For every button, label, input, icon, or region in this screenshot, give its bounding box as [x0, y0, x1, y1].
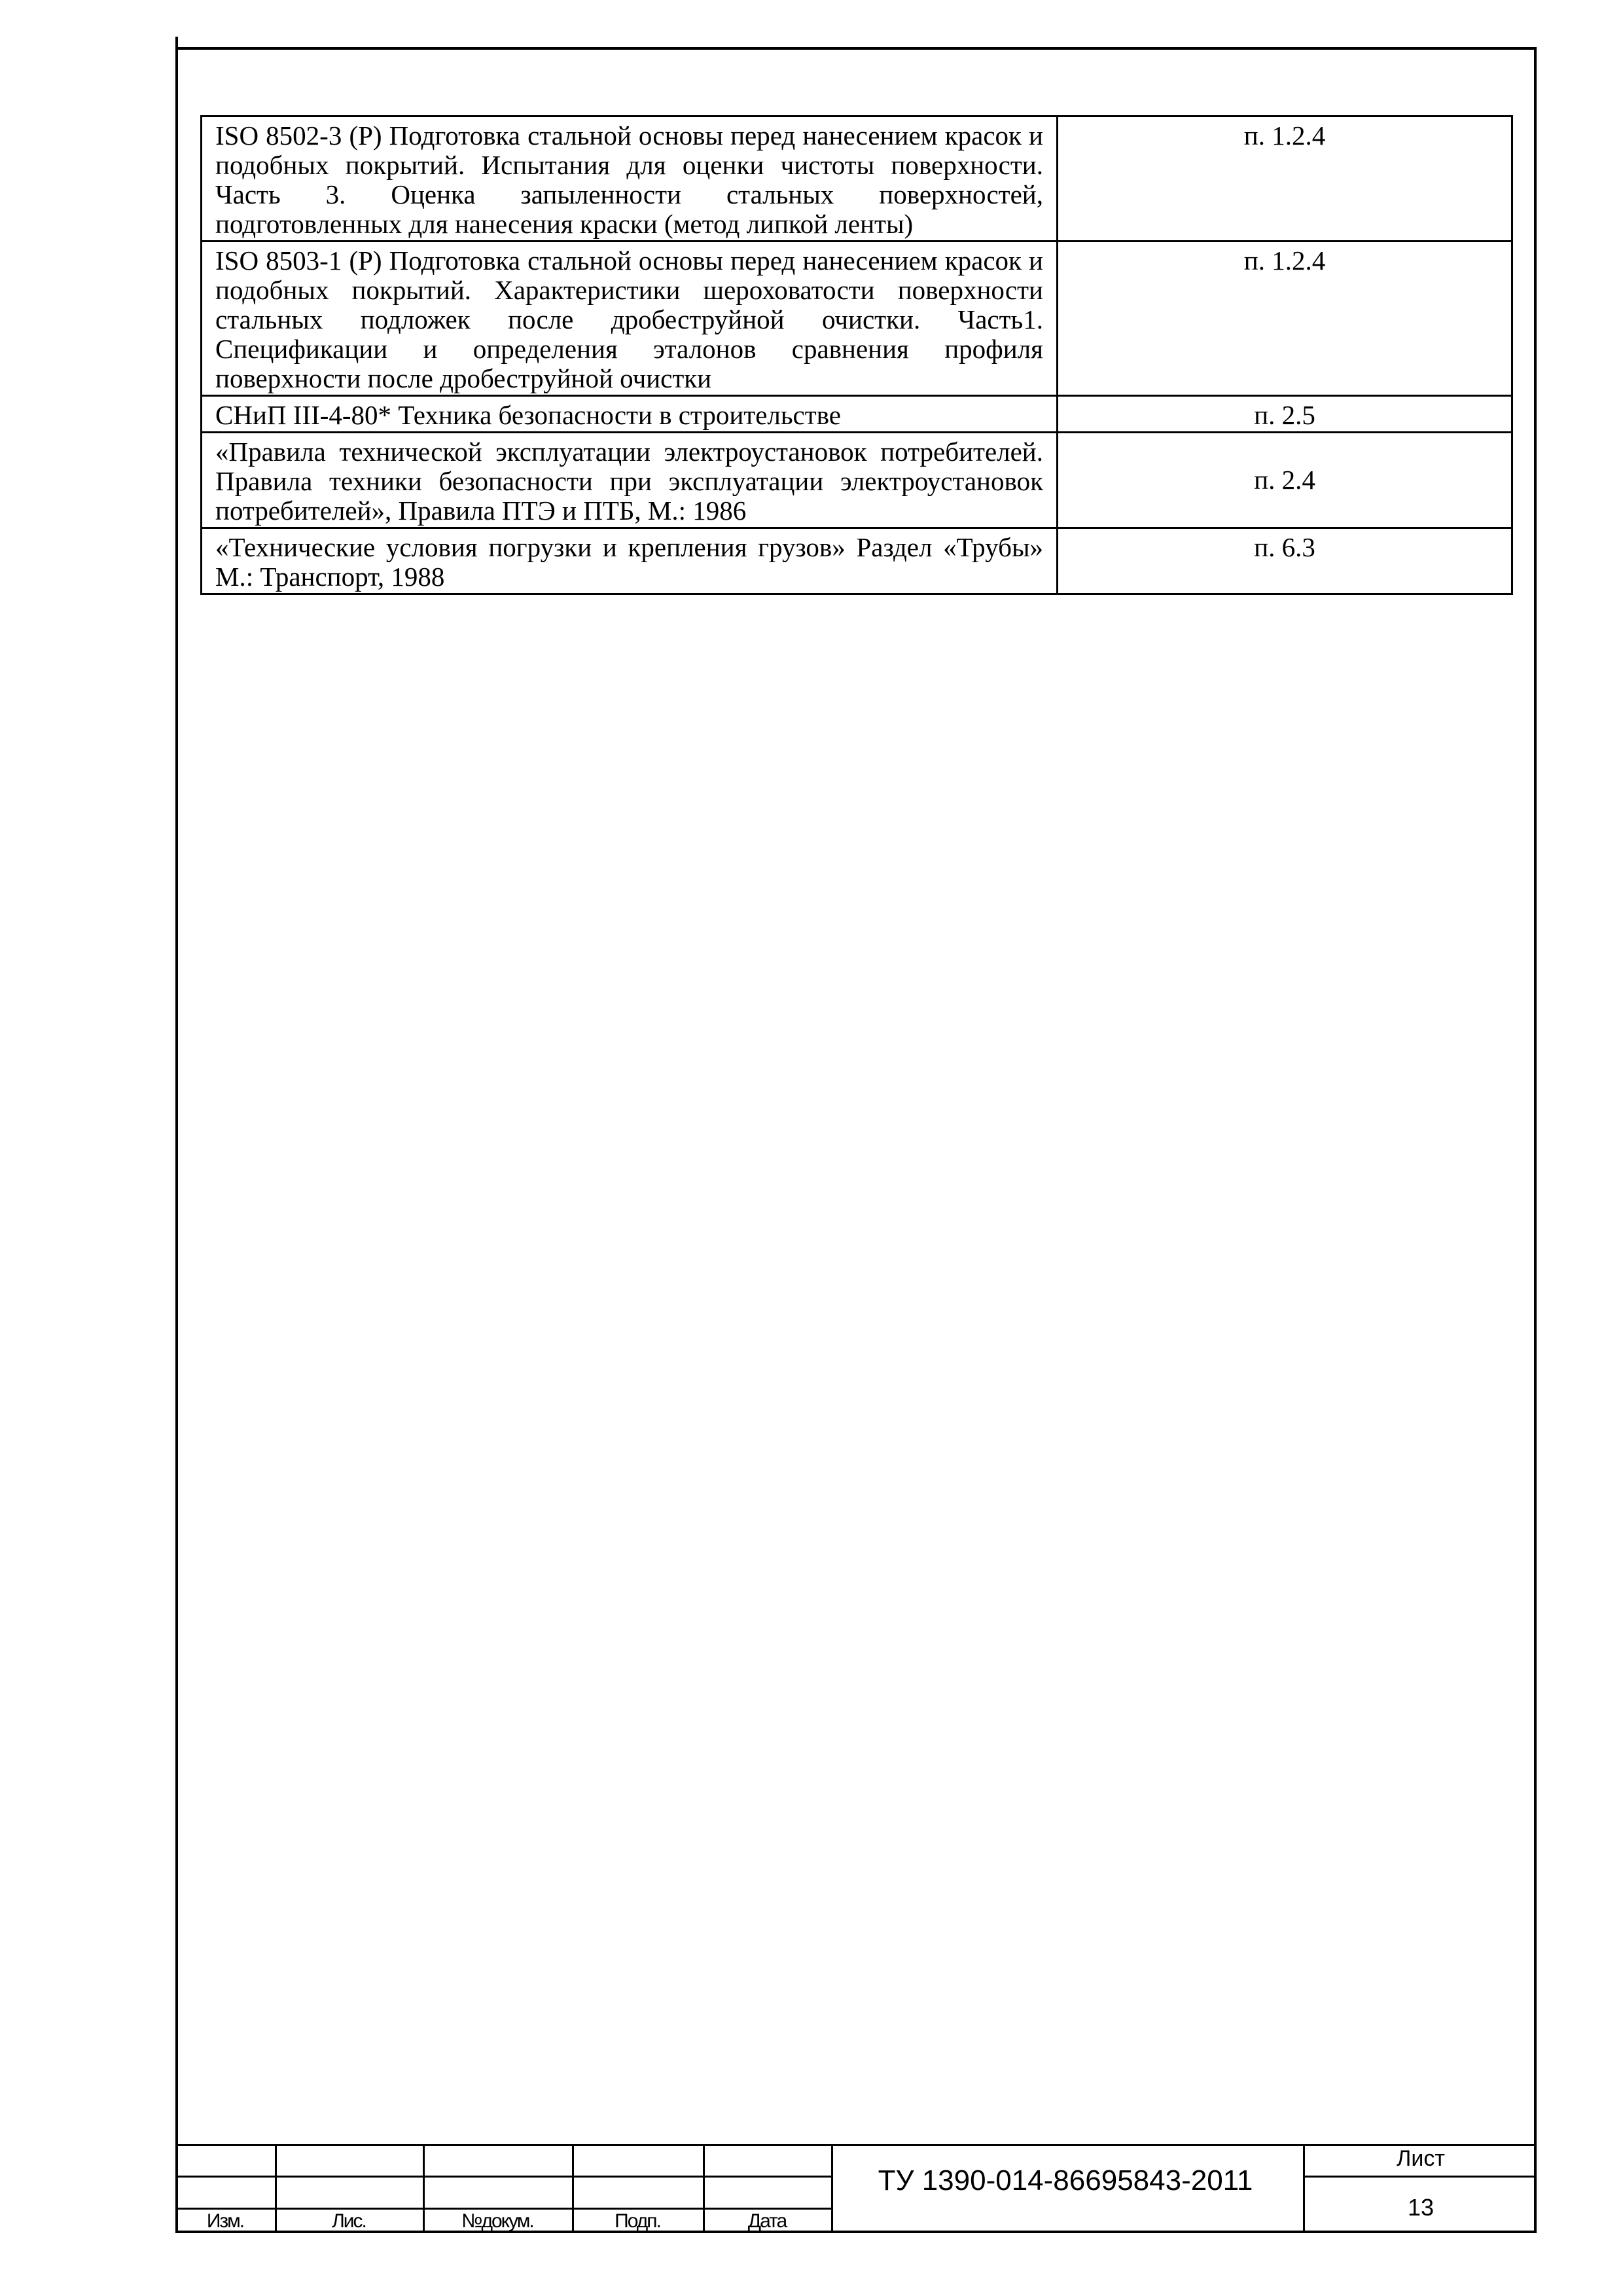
reference-document: ISO 8502-3 (Р) Подготовка стальной основы перед нанесением красок и подобных покрытий. Испытания для оценки чистоты поверхности. Часть 3. Оценка запыленности стальных поверхностей, подготовленных для нанесения краски (метод липкой ленты) — [202, 117, 1058, 242]
column-label-sign: Подп. — [615, 2210, 660, 2232]
column-label-izm: Изм. — [206, 2210, 244, 2232]
reference-clause: п. 1.2.4 — [1058, 117, 1512, 242]
column-label-list: Лис. — [332, 2210, 366, 2232]
reference-document: ISO 8503-1 (Р) Подготовка стальной основы перед нанесением красок и подобных покрытий. Характеристики шероховатости поверхности стальных подложек после дробеструйной очистки. Часть1. Спецификации и определения эталонов сравнения профиля поверхности после дробеструйной очистки — [202, 242, 1058, 396]
title-block — [175, 2144, 1537, 2233]
reference-document: «Правила технической эксплуатации электроустановок потребителей. Правила техники безопасности при эксплуатации электроустановок потребителей», Правила ПТЭ и ПТБ, М.: 1986 — [202, 433, 1058, 528]
reference-document: «Технические условия погрузки и крепления грузов» Раздел «Трубы» М.: Транспорт, 1988 — [202, 528, 1058, 594]
title-block-line — [1303, 2176, 1537, 2178]
table-row — [202, 433, 1512, 528]
reference-document: СНиП III-4-80* Техника безопасности в строительстве — [202, 396, 1058, 433]
title-block-line — [175, 2176, 831, 2178]
column-label-doc-no: №докум. — [461, 2210, 533, 2232]
references-table — [200, 115, 1513, 595]
reference-clause: п. 2.5 — [1058, 396, 1512, 433]
table-row — [202, 242, 1512, 396]
sheet-number: 13 — [1407, 2194, 1435, 2221]
table-row — [202, 396, 1512, 433]
table-row — [202, 117, 1512, 242]
sheet-label: Лист — [1397, 2146, 1445, 2171]
document-code: ТУ 1390-014-86695843-2011 — [878, 2164, 1253, 2197]
reference-clause: п. 2.4 — [1058, 433, 1512, 528]
title-block-line — [831, 2144, 833, 2233]
table-row — [202, 528, 1512, 594]
column-label-date: Дата — [747, 2210, 787, 2232]
reference-clause: п. 1.2.4 — [1058, 242, 1512, 396]
reference-clause: п. 6.3 — [1058, 528, 1512, 594]
